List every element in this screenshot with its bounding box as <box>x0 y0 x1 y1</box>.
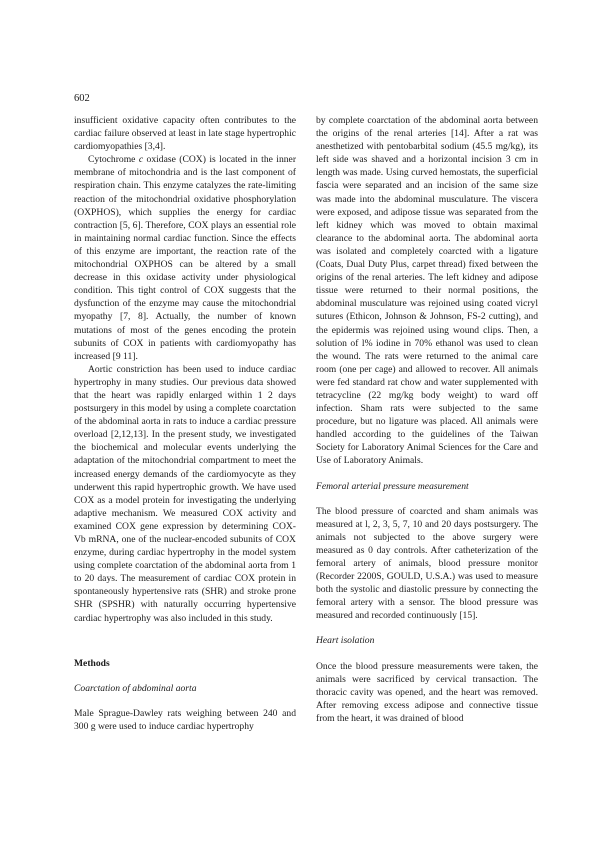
page-number: 602 <box>74 93 90 104</box>
paragraph: Aortic constriction has been used to induce cardiac hypertrophy in many studies. Our previous data showed that the heart was rapidly enlarged within 1 2 days postsurgery in this model by using a complete coarctation of the abdominal aorta in rats to induce a cardiac pressure overload [2,12,13]. In the present study, we investigated the biochemical and molecular events underlying the adaptation of the mitochondrial compartment to meet the increased energy demands of the cardiomyocyte as they underwent this rapid hypertrophic growth. We have used COX as a model protein for investigating the underlying adaptive mechanism. We measured COX activity and examined COX gene expression by determining COX-Vb mRNA, one of the nuclear-encoded subunits of COX enzyme, during cardiac hypertrophy in the model system using complete coarctation of the abdominal aorta from 1 to 20 days. The measurement of cardiac COX protein in spontaneously hypertensive rats (SHR) and stroke prone SHR (SPSHR) with naturally occurring hypertensive cardiac hypertrophy was also included in this study. <box>74 363 296 624</box>
section-heading-methods: Methods <box>74 657 110 669</box>
left-column <box>74 114 296 733</box>
paragraph: by complete coarctation of the abdominal aorta between the origins of the renal arteries [14]. After a rat was anesthetized with pentobarbital sodium (45.5 mg/kg), its left side was shaved and a horizontal incision 3 cm in length was made. Using curved hemostats, the superficial fascia were separated and an incision of the same size was made into the abdominal musculature. The viscera were exposed, and adipose tissue was separated from the left kidney which was moved to obtain maximal clearance to the abdominal aorta. The abdominal aorta was isolated and completely coarcted with a ligature (Coats, Dual Duty Plus, carpet thread) fixed between the origins of the renal arteries. The left kidney and adipose tissue were returned to their normal positions, the abdominal musculature was rejoined using coated vicryl sutures (Ethicon, Johnson & Johnson, FS-2 cutting), and the epidermis was rejoined using wound clips. Then, a solution of l% iodine in 70% ethanol was used to clean the wound. The rats were returned to the animal care room (one per cage) and allowed to recover. All animals were fed standard rat chow and water supplemented with tetracycline (22 mg/kg body weight) to ward off infection. Sham rats were subjected to the same procedure, but no ligature was placed. All animals were handled according to the guidelines of the Taiwan Society for Laboratory Animal Sciences for the Care and Use of Laboratory Animals. <box>316 115 538 467</box>
subsection-heading: Femoral arterial pressure measurement <box>316 480 469 492</box>
paragraph: Once the blood pressure measurements were taken, the animals were sacrificed by cervical transaction. The thoracic cavity was opened, and the heart was removed. After removing excess adipose and connective tissue from the heart, it was drained of blood <box>316 660 538 724</box>
subsection-heading: Heart isolation <box>316 635 375 647</box>
right-column <box>316 114 538 725</box>
paragraph: Male Sprague-Dawley rats weighing between 240 and 300 g were used to induce cardiac hypertrophy <box>74 707 296 732</box>
paragraph: Cytochrome c oxidase (COX) is located in the inner membrane of mitochondria and is the last component of respiration chain. This enzyme catalyzes the rate-limiting reaction of the mitochondrial oxidative phosphorylation (OXPHOS), which supplies the energy for cardiac contraction [5, 6]. Therefore, COX plays an essential role in maintaining normal cardiac function. Since the effects of this enzyme are important, the reaction rate of the mitochondrial OXPHOS can be altered by a small decrease in this oxidase activity under physiological condition. This tight control of COX suggests that the dysfunction of the enzyme may cause the mitochondrial myopathy [7, 8]. Actually, the number of known mutations of most of the genes encoding the protein subunits of COX in patients with cardiomyopathy has increased [9 11]. <box>74 154 297 362</box>
subsection-heading: Coarctation of abdominal aorta <box>74 682 197 694</box>
paragraph: The blood pressure of coarcted and sham animals was measured at l, 2, 3, 5, 7, 10 and 20 days postsurgery. The animals not subjected to the above surgery were measured as 0 day controls. After catheterization of the femoral artery of animals, blood pressure monitor (Recorder 2200S, GOULD, U.S.A.) was used to measure both the systolic and diastolic pressure by connecting the femoral artery with a sensor. The blood pressure was measured and recorded continuously [15]. <box>316 505 538 622</box>
paragraph: insufficient oxidative capacity often contributes to the cardiac failure observed at least in late stage hypertrophic cardiomyopathies [3,4]. <box>74 115 296 153</box>
